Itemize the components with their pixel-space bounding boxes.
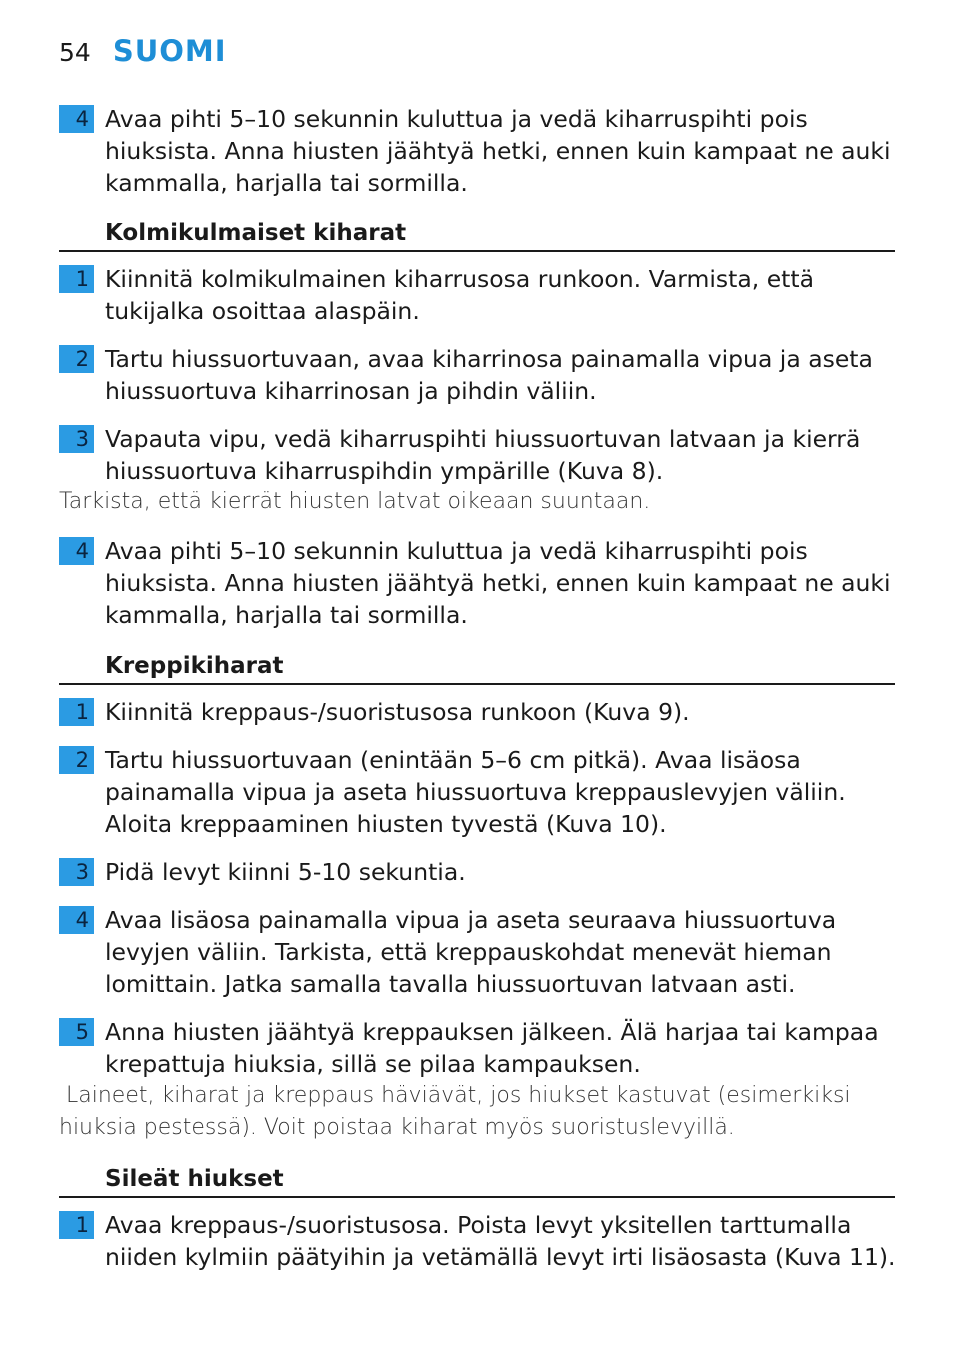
step-text: Kiinnitä kolmikulmainen kiharrusosa runkoon. Varmista, että tukijalka osoittaa alaspäin. bbox=[105, 265, 815, 325]
step-number-badge: 1 bbox=[59, 1211, 94, 1239]
step-item bbox=[59, 343, 899, 407]
step-text: Pidä levyt kiinni 5-10 sekuntia. bbox=[105, 858, 466, 886]
page-number: 54 bbox=[59, 38, 91, 67]
step-number-badge: 2 bbox=[59, 746, 94, 774]
section-title: Kolmikulmaiset kiharat bbox=[105, 220, 407, 246]
step-text: Avaa lisäosa painamalla vipua ja aseta seuraava hiussuortuva levyjen väliin. Tarkista, että kreppauskohdat menevät hieman lomittain. Jatka samalla tavalla hiussuortuvan latvaan asti. bbox=[105, 906, 837, 998]
section-title: Kreppikiharat bbox=[105, 653, 284, 679]
step-text: Avaa pihti 5–10 sekunnin kuluttua ja vedä kiharruspihti pois hiuksista. Anna hiusten jäähtyä hetki, ennen kuin kampaat ne auki kammalla, harjalla tai sormilla. bbox=[105, 105, 891, 197]
step-number-badge: 3 bbox=[59, 858, 94, 886]
step-text: Anna hiusten jäähtyä kreppauksen jälkeen. Älä harjaa tai kampaa krepattuja hiuksia, sillä se pilaa kampauksen. bbox=[105, 1018, 879, 1078]
step-text: Avaa pihti 5–10 sekunnin kuluttua ja vedä kiharruspihti pois hiuksista. Anna hiusten jäähtyä hetki, ennen kuin kampaat ne auki kammalla, harjalla tai sormilla. bbox=[105, 537, 891, 629]
step-item bbox=[59, 744, 899, 840]
note-text: Tarkista, että kierrät hiusten latvat oikeaan suuntaan. bbox=[59, 489, 651, 514]
step-number-badge: 1 bbox=[59, 265, 94, 293]
step-number-badge: 4 bbox=[59, 906, 94, 934]
step-text: Tartu hiussuortuvaan, avaa kiharrinosa painamalla vipua ja aseta hiussuortuva kiharrinosan ja pihdin väliin. bbox=[105, 345, 873, 405]
language-title: SUOMI bbox=[112, 34, 227, 68]
step-text: Kiinnitä kreppaus-/suoristusosa runkoon (Kuva 9). bbox=[105, 698, 690, 726]
step-item bbox=[59, 103, 899, 199]
step-text: Vapauta vipu, vedä kiharruspihti hiussuortuvan latvaan ja kierrä hiussuortuva kiharruspihdin ympärille (Kuva 8). bbox=[105, 425, 861, 485]
section-heading bbox=[59, 647, 895, 685]
step-item bbox=[59, 535, 899, 631]
section-heading bbox=[59, 1160, 895, 1198]
step-number-badge: 4 bbox=[59, 537, 94, 565]
step-number-badge: 3 bbox=[59, 425, 94, 453]
step-text: Tartu hiussuortuvaan (enintään 5–6 cm pitkä). Avaa lisäosa painamalla vipua ja aseta hiussuortuva kreppauslevyjen väliin. Aloita kreppaaminen hiusten tyvestä (Kuva 10). bbox=[105, 746, 846, 838]
step-item bbox=[59, 423, 899, 487]
section-heading bbox=[59, 214, 895, 252]
step-text: Avaa kreppaus-/suoristusosa. Poista levyt yksitellen tarttumalla niiden kylmiin päätyihin ja vetämällä levyt irti lisäosasta (Kuva 11). bbox=[105, 1211, 896, 1271]
step-item bbox=[59, 1209, 899, 1273]
step-number-badge: 5 bbox=[59, 1018, 94, 1046]
step-number-badge: 4 bbox=[59, 105, 94, 133]
step-item bbox=[59, 1016, 899, 1080]
section-title: Sileät hiukset bbox=[105, 1166, 284, 1192]
step-item bbox=[59, 856, 899, 888]
step-number-badge: 1 bbox=[59, 698, 94, 726]
step-item bbox=[59, 696, 899, 728]
page-header bbox=[59, 34, 227, 74]
step-number-badge: 2 bbox=[59, 345, 94, 373]
step-item bbox=[59, 904, 899, 1000]
note-text: Laineet, kiharat ja kreppaus häviävät, jos hiukset kastuvat (esimerkiksi hiuksia pestessä). Voit poistaa kiharat myös suoristuslevyillä. bbox=[59, 1083, 858, 1140]
step-item bbox=[59, 263, 899, 327]
